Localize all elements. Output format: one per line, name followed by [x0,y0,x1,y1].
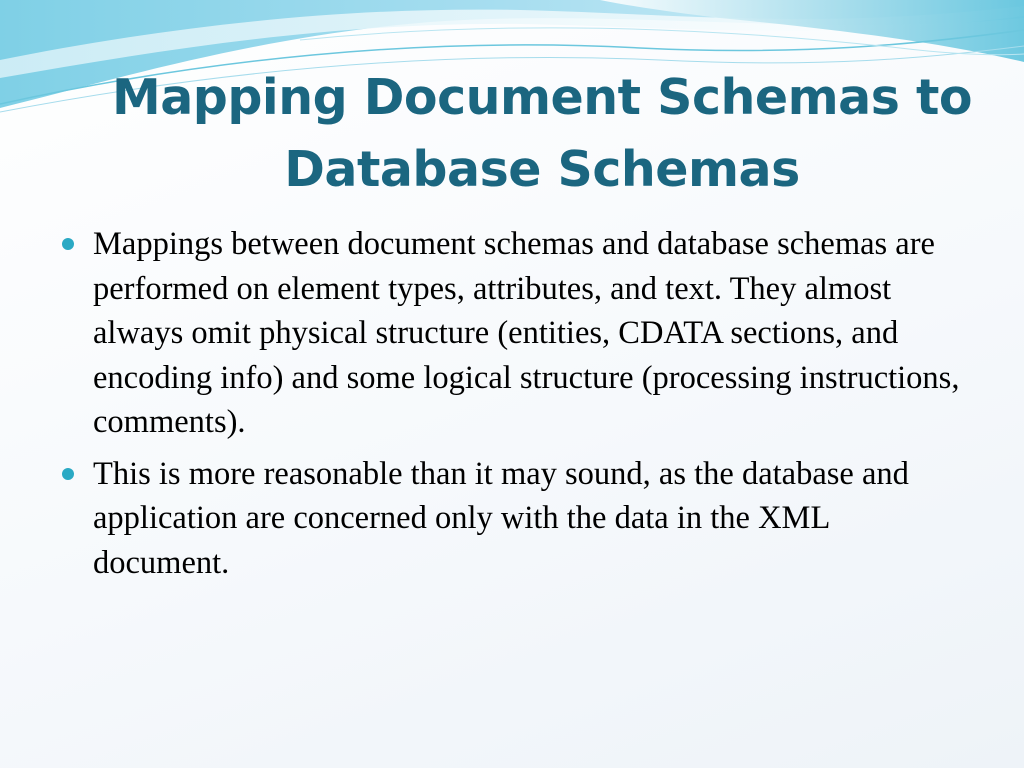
bullet-text-2: This is more reasonable than it may sound, as the database and application are concerned only with the data in the XML document. [93,455,909,581]
slide-title-line-1: Mapping Document Schemas to [111,69,973,126]
slide-title [60,62,1024,206]
bullet-dot-icon [62,468,74,480]
bullet-item-2 [62,452,962,586]
bullet-dot-icon [62,238,74,250]
bullet-item-1 [62,222,962,445]
slide-title-line-2: Database Schemas [284,141,800,198]
bullet-list [62,222,962,592]
bullet-text-1: Mappings between document schemas and database schemas are performed on element types, attributes, and text. They almost always omit physical structure (entities, CDATA sections, and encoding info) and some logical structure (processing instructions, comments). [93,226,960,440]
